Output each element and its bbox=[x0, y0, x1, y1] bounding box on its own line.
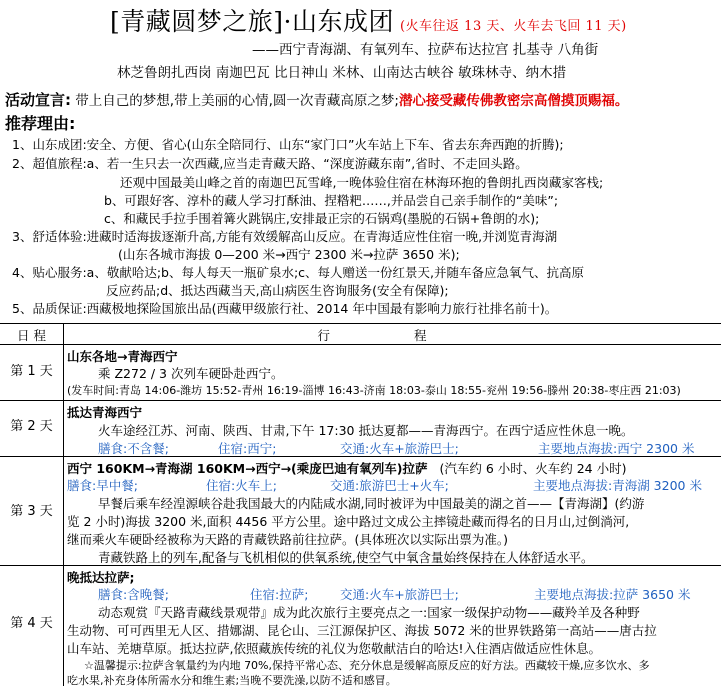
slogan bbox=[5, 89, 628, 110]
reason-2a: 2、超值旅程:a、若一生只去一次西藏,应当走青藏天路、“深度游藏东南”,省时、不走回头路。 bbox=[12, 156, 528, 171]
day-4-tip1: ☆温馨提示:拉萨含氧量约为内地 70%,保持平常心态、充分休息是缓解高原反应的好方法。西藏较干燥,应多饮水、多 bbox=[84, 659, 650, 672]
day-4-label: 第 4 天 bbox=[10, 616, 53, 631]
day-2-line1: 火车途经江苏、河南、陕西、甘肃,下午 17:30 抵达夏都——青海西宁。在西宁适应性休息一晚。 bbox=[98, 423, 634, 438]
day-4-stay: 住宿:拉萨; bbox=[250, 587, 309, 602]
day-3-line1: 早餐后乘车经湟源峡谷赴我国最大的内陆咸水湖,同时被评为中国最美的湖之首——【青海湖】(约游 bbox=[98, 496, 645, 511]
col-itinerary-header: 行 程 bbox=[317, 328, 467, 343]
day-3-title-row bbox=[67, 459, 627, 477]
reason-1: 1、山东成团:安全、方便、省心(山东全陪同行、山东“家门口”火车站上下车、省去东奔西跑的折腾); bbox=[12, 137, 564, 152]
reason-3b: (山东各城市海拔 0—200 米→西宁 2300 米→拉萨 3650 米); bbox=[118, 247, 460, 262]
day-4-line3: 山车站、羌塘草原。抵达拉萨,依照藏族传统的礼仪为您敬献洁白的哈达!入住酒店做适应性休息。 bbox=[67, 641, 601, 656]
day-4-tip2: 吃水果,补充身体所需水分和维生素;当晚不要洗澡,以防不适和感冒。 bbox=[67, 674, 397, 687]
reasons-heading: 推荐理由: bbox=[5, 114, 76, 133]
slogan-label: 活动宣言: bbox=[5, 91, 71, 109]
page-title bbox=[110, 2, 627, 38]
day-2-traffic: 交通:火车+旅游巴士; bbox=[340, 441, 459, 456]
day-4-altitude: 主要地点海拔:拉萨 3650 米 bbox=[534, 587, 691, 602]
day-2-altitude: 主要地点海拔:西宁 2300 米 bbox=[538, 441, 695, 456]
day-3-meal: 膳食:早中餐; bbox=[67, 478, 138, 493]
day-3-altitude: 主要地点海拔:青海湖 3200 米 bbox=[533, 478, 702, 493]
day-2-title: 抵达青海西宁 bbox=[67, 405, 143, 420]
day-4-title: 晚抵达拉萨; bbox=[67, 570, 135, 585]
slogan-text: 带上自己的梦想,带上美丽的心情,圆一次青藏高原之梦; bbox=[75, 93, 399, 109]
route-line-1: ——西宁青海湖、有氧列车、拉萨布达拉宫 扎基寺 八角街 bbox=[252, 42, 599, 58]
day-1-label: 第 1 天 bbox=[10, 364, 53, 379]
day-4-traffic: 交通:火车+旅游巴士; bbox=[340, 587, 459, 602]
day-2-meal: 膳食:不含餐; bbox=[98, 441, 169, 456]
title-note: (火车往返 13 天、火车去飞回 11 天) bbox=[399, 19, 627, 34]
day-3-title-note: (汽车约 6 小时、火车约 24 小时) bbox=[439, 461, 627, 476]
reason-2d: c、和藏民手拉手围着篝火跳锅庄,安排最正宗的石锅鸡(墨脱的石锅+鲁朗的水); bbox=[104, 211, 540, 226]
day-1-line2: (发车时间:青岛 14:06-潍坊 15:52-青州 16:19-淄博 16:43-济南 18:03-泰山 18:55-兖州 19:56-滕州 20:38-枣庄西 21:03) bbox=[67, 384, 681, 397]
route-line-2: 林芝鲁朗扎西岗 南迦巴瓦 比日神山 米林、山南达古峡谷 敏珠林寺、纳木措 bbox=[117, 65, 567, 81]
day-1-line1: 乘 Z272 / 3 次列车硬卧赴西宁。 bbox=[98, 366, 284, 381]
day-3-title: 西宁 160KM→青海湖 160KM→西宁→(乘庞巴迪有氧列车)拉萨 bbox=[67, 461, 428, 476]
day-3-label: 第 3 天 bbox=[10, 504, 53, 519]
day-4-line1: 动态观赏『天路青藏线景观带』成为此次旅行主要亮点之一:国家一级保护动物——藏羚羊及各种野 bbox=[98, 605, 640, 620]
reason-2b: 还观中国最美山峰之首的南迦巴瓦雪峰,一晚体验住宿在林海环抱的鲁朗扎西岗藏家客栈; bbox=[120, 175, 604, 190]
reason-5: 5、品质保证:西藏极地探险国旅出品(西藏甲级旅行社、2014 年中国最有影响力旅行社排名前十)。 bbox=[12, 301, 558, 316]
reason-2c: b、可跟好客、淳朴的藏人学习打酥油、捏糌粑……,并品尝自己亲手制作的“美味”; bbox=[104, 193, 559, 208]
day-3-line3: 继而乘火车硬卧经被称为天路的青藏铁路前往拉萨。(具体班次以实际出票为准。) bbox=[67, 532, 509, 547]
reason-4: 4、贴心服务:a、敬献哈达;b、每人每天一瓶矿泉水;c、每人赠送一份红景天,并随车备应急氧气、抗高原 bbox=[12, 265, 585, 280]
day-3-stay: 住宿:火车上; bbox=[206, 478, 277, 493]
day-2-label: 第 2 天 bbox=[10, 419, 53, 434]
itinerary-table bbox=[0, 323, 721, 686]
reason-3: 3、舒适体验:进藏时适海拔逐渐升高,方能有效缓解高山反应。在青海适应性住宿一晚,并浏览青海湖 bbox=[12, 229, 558, 244]
slogan-highlight: 潜心接受藏传佛教密宗高僧摸顶赐福。 bbox=[398, 93, 629, 109]
day-3-line4: 青藏铁路上的列车,配备与飞机相似的供氧系统,使空气中氧含量始终保持在人体舒适水平。 bbox=[98, 550, 594, 565]
day-3-line2: 览 2 小时)海拔 3200 米,面积 4456 平方公里。途中路过文成公主摔镜赴藏而得名的日月山,过倒淌河, bbox=[67, 514, 630, 529]
reason-4b: 反应药品;d、抵达西藏当天,高山病医生咨询服务(安全有保障); bbox=[106, 283, 449, 298]
day-4-meal: 膳食:含晚餐; bbox=[98, 587, 169, 602]
day-2-stay: 住宿:西宁; bbox=[218, 441, 277, 456]
col-day-header: 日 程 bbox=[17, 328, 46, 343]
day-3-traffic: 交通:旅游巴士+火车; bbox=[330, 478, 449, 493]
day-4-line2: 生动物、可可西里无人区、措娜湖、昆仑山、三江源保护区、海拔 5072 米的世界铁路第一高站——唐古拉 bbox=[67, 623, 657, 638]
title-text: [青藏圆梦之旅]·山东成团 bbox=[110, 7, 394, 36]
day-1-title: 山东各地→青海西宁 bbox=[67, 349, 178, 364]
